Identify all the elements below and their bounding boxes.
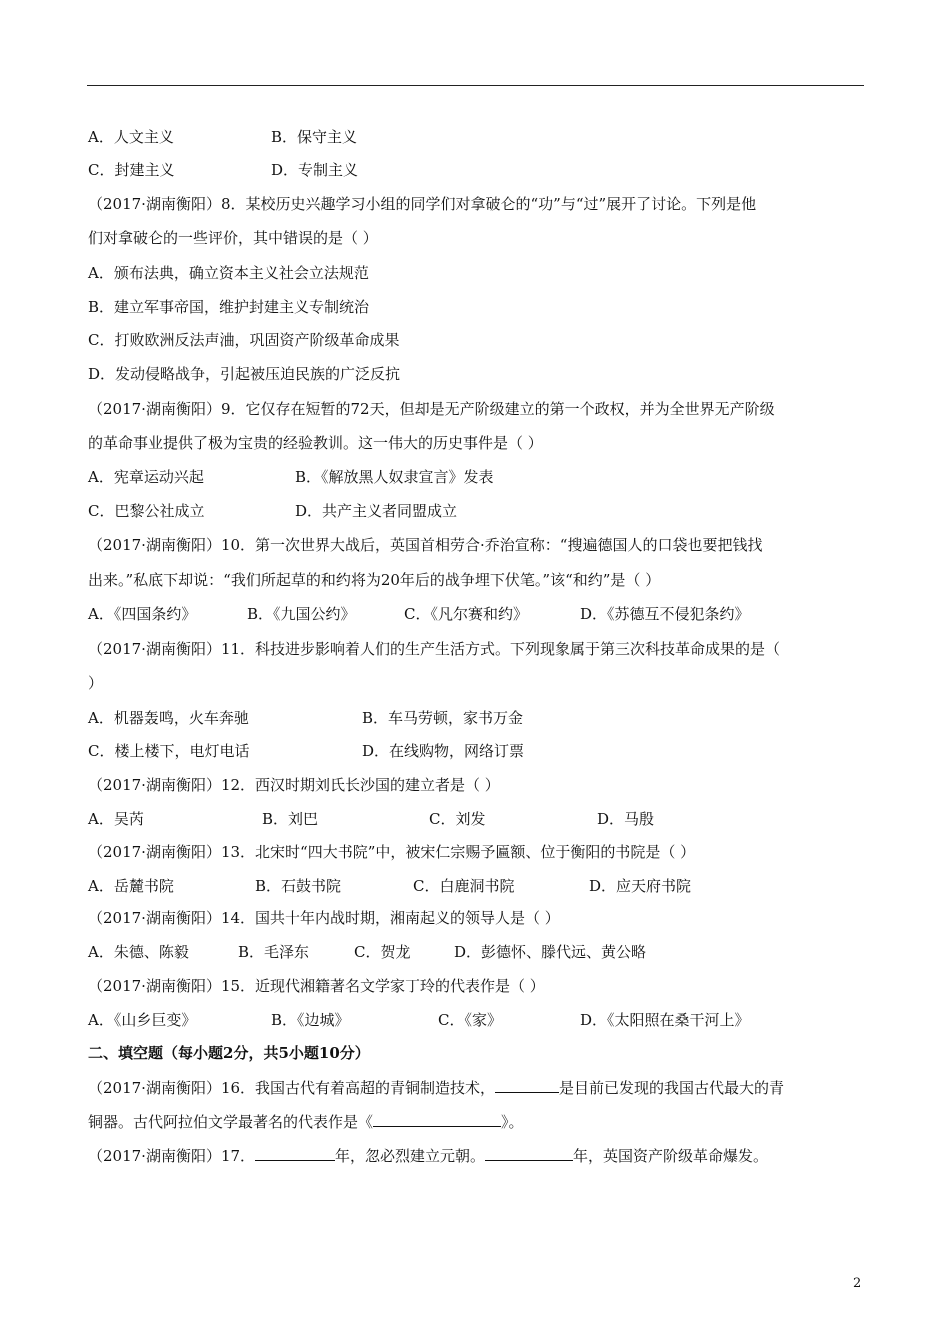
q17-line — [88, 1146, 768, 1166]
q12-option-d: D．马殷 — [597, 810, 655, 828]
q15-stem: （2017·湖南衡阳）15．近现代湘籍著名文学家丁玲的代表作是（ ） — [88, 977, 545, 995]
q16-line2 — [88, 1112, 524, 1132]
q14-option-c: C．贺龙 — [354, 943, 411, 961]
q8-option-d: D．发动侵略战争，引起被压迫民族的广泛反抗 — [88, 365, 401, 383]
q14-option-b: B．毛泽东 — [238, 943, 310, 961]
q17-text-3: 年，英国资产阶级革命爆发。 — [573, 1147, 769, 1165]
q15-option-c: C．《家》 — [438, 1011, 502, 1029]
q17-blank-2[interactable] — [485, 1146, 573, 1161]
q10-stem-line1: （2017·湖南衡阳）10．第一次世界大战后，英国首相劳合·乔治宣称：“搜遍德国人的口袋也要把钱找 — [88, 536, 763, 554]
section-title-fill-blank: 二、填空题（每小题2分，共5小题10分） — [88, 1044, 370, 1062]
q8-stem-line2: 们对拿破仑的一些评价，其中错误的是（ ） — [88, 229, 378, 247]
q10-option-a: A．《四国条约》 — [88, 605, 197, 623]
q9-option-a: A．宪章运动兴起 — [88, 468, 204, 486]
q8-stem-line1: （2017·湖南衡阳）8．某校历史兴趣学习小组的同学们对拿破仑的“功”与“过”展开了讨论。下列是他 — [88, 195, 757, 213]
q16-blank-2[interactable] — [373, 1112, 501, 1127]
q8-option-a: A．颁布法典，确立资本主义社会立法规范 — [88, 264, 369, 282]
q9-option-c: C．巴黎公社成立 — [88, 502, 205, 520]
q11-option-c: C．楼上楼下，电灯电话 — [88, 742, 250, 760]
q10-option-c: C．《凡尔赛和约》 — [404, 605, 528, 623]
q14-stem: （2017·湖南衡阳）14．国共十年内战时期，湘南起义的领导人是（ ） — [88, 909, 560, 927]
q9-option-b: B．《解放黑人奴隶宣言》发表 — [295, 468, 494, 486]
q13-option-d: D．应天府书院 — [589, 877, 692, 895]
q15-option-d: D．《太阳照在桑干河上》 — [580, 1011, 750, 1029]
header-rule — [87, 85, 864, 86]
q7-option-d: D．专制主义 — [271, 161, 359, 179]
q15-option-b: B．《边城》 — [271, 1011, 350, 1029]
q17-text-2: 年，忽必烈建立元朝。 — [335, 1147, 486, 1165]
q12-option-a: A．吴芮 — [88, 810, 144, 828]
q15-option-a: A．《山乡巨变》 — [88, 1011, 197, 1029]
q12-option-c: C．刘发 — [429, 810, 486, 828]
q7-option-a: A．人文主义 — [88, 128, 174, 146]
q11-option-a: A．机器轰鸣，火车奔驰 — [88, 709, 249, 727]
q16-blank-1[interactable] — [495, 1078, 559, 1093]
q13-option-b: B．石鼓书院 — [255, 877, 342, 895]
q17-blank-1[interactable] — [255, 1146, 335, 1161]
q12-option-b: B．刘巴 — [262, 810, 319, 828]
q9-option-d: D．共产主义者同盟成立 — [295, 502, 458, 520]
q14-option-d: D．彭德怀、滕代远、黄公略 — [454, 943, 647, 961]
q11-stem-line2: ） — [88, 674, 104, 692]
q17-text-1: （2017·湖南衡阳）17． — [88, 1147, 256, 1165]
q10-option-d: D．《苏德互不侵犯条约》 — [580, 605, 750, 623]
q16-text-1: （2017·湖南衡阳）16．我国古代有着高超的青铜制造技术， — [88, 1079, 496, 1097]
q8-option-b: B．建立军事帝国，维护封建主义专制统治 — [88, 298, 370, 316]
q11-option-b: B．车马劳顿，家书万金 — [362, 709, 524, 727]
q16-line1 — [88, 1078, 784, 1098]
q7-option-b: B．保守主义 — [271, 128, 358, 146]
q7-option-c: C．封建主义 — [88, 161, 175, 179]
page-number: 2 — [853, 1276, 862, 1291]
q11-option-d: D．在线购物，网络订票 — [362, 742, 525, 760]
q10-stem-line2: 出来。”私底下却说：“我们所起草的和约将为20年后的战争埋下伏笔。”该“和约”是（ ） — [88, 571, 661, 589]
q13-stem: （2017·湖南衡阳）13．北宋时“四大书院”中，被宋仁宗赐予匾额、位于衡阳的书院是（ ） — [88, 843, 696, 861]
q12-stem: （2017·湖南衡阳）12．西汉时期刘氏长沙国的建立者是（ ） — [88, 776, 500, 794]
q16-text-3: 铜器。古代阿拉伯文学最著名的代表作是《 — [88, 1113, 374, 1131]
q10-option-b: B．《九国公约》 — [247, 605, 356, 623]
q11-stem-line1: （2017·湖南衡阳）11．科技进步影响着人们的生产生活方式。下列现象属于第三次科技革命成果的是（ — [88, 640, 781, 658]
q14-option-a: A．朱德、陈毅 — [88, 943, 189, 961]
q13-option-c: C．白鹿洞书院 — [413, 877, 515, 895]
q16-text-4: 》。 — [501, 1113, 524, 1131]
q9-stem-line1: （2017·湖南衡阳）9．它仅存在短暂的72天，但却是无产阶级建立的第一个政权，并为全世界无产阶级 — [88, 400, 775, 418]
q9-stem-line2: 的革命事业提供了极为宝贵的经验教训。这一伟大的历史事件是（ ） — [88, 434, 543, 452]
q13-option-a: A．岳麓书院 — [88, 877, 174, 895]
q8-option-c: C．打败欧洲反法声浀，巩固资产阶级革命成果 — [88, 331, 400, 349]
q16-text-2: 是目前已发现的我国古代最大的青 — [559, 1079, 785, 1097]
